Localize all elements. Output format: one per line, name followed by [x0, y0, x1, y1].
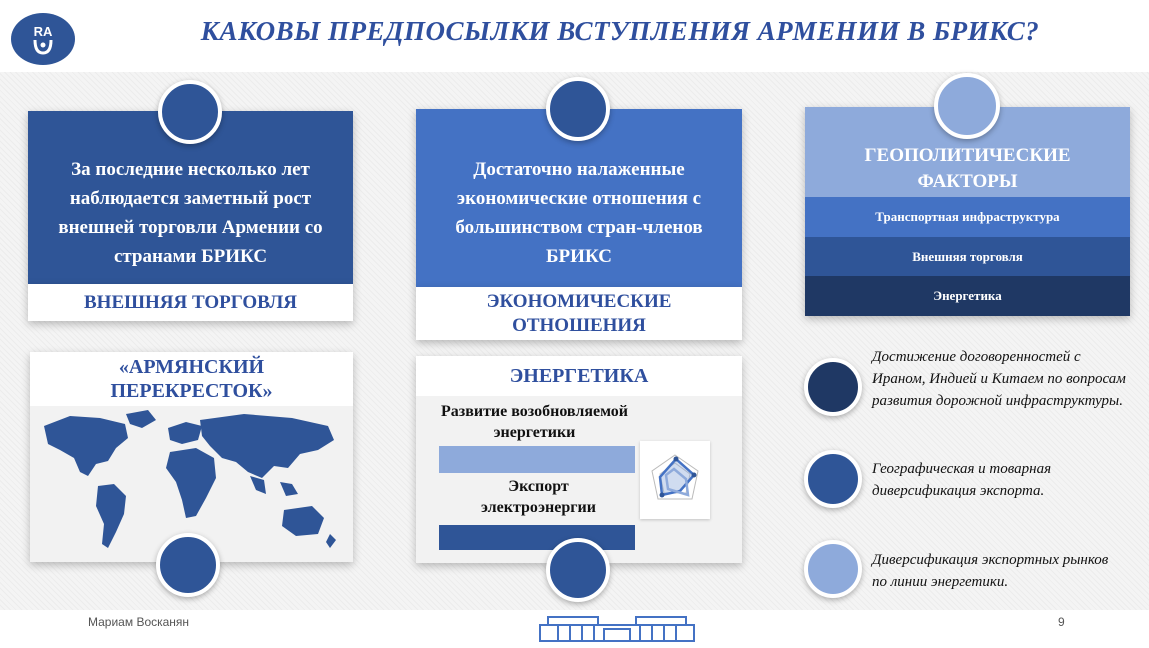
page-title: КАКОВЫ ПРЕДПОСЫЛКИ ВСТУПЛЕНИЯ АРМЕНИИ В БРИКС?	[200, 16, 1040, 46]
geo-row-trade	[805, 237, 1130, 276]
page-number: 9	[1058, 615, 1065, 629]
energy-heading: ЭНЕРГЕТИКА	[509, 364, 649, 387]
bullet-text-1: Достижение договоренностей с Ираном, Индией и Китаем по вопросам развития дорожной инфраструктуры.	[872, 349, 1126, 409]
svg-text:RA: RA	[33, 24, 53, 39]
circle-bottom-middle	[546, 538, 610, 602]
circle-top-middle	[546, 77, 610, 141]
trade-growth-text: За последние несколько лет наблюдается заметный рост внешней торговли Армении со странами БРИКС	[58, 158, 323, 267]
circle-top-right	[934, 73, 1000, 139]
bullet-circle-light	[804, 540, 862, 598]
geo-row-trade-text: Внешняя торговля	[912, 248, 1023, 264]
bullet-text-3: Диверсификация экспортных рынков по линии энергетики.	[872, 552, 1109, 590]
circle-bottom-left	[156, 533, 220, 597]
geo-row-transport-text: Транспортная инфраструктура	[875, 209, 1060, 224]
footer-author: Мариам Восканян	[88, 615, 190, 629]
building-icon	[538, 613, 696, 643]
geo-row-energy	[805, 276, 1130, 316]
radar-thumbnail	[640, 441, 710, 519]
geopolitical-heading: ГЕОПОЛИТИЧЕСКИЕ ФАКТОРЫ	[864, 145, 1071, 192]
electricity-export-bar	[439, 525, 635, 550]
renewable-energy-label: Развитие возобновляемой энергетики	[441, 403, 628, 441]
circle-top-left	[158, 80, 222, 144]
renewable-energy-bar	[439, 446, 635, 473]
electricity-export-label: Экспорт электроэнергии	[481, 478, 596, 516]
energy-heading-box	[416, 356, 742, 396]
energy-card	[416, 356, 742, 563]
geo-row-energy-text: Энергетика	[933, 288, 1002, 303]
foreign-trade-label	[28, 284, 353, 321]
crossroads-heading-box	[30, 352, 353, 406]
foreign-trade-label-text: ВНЕШНЯЯ ТОРГОВЛЯ	[84, 291, 297, 313]
university-logo	[11, 13, 75, 65]
economic-relations-label-text: ЭКОНОМИЧЕСКИЕ ОТНОШЕНИЯ	[486, 290, 672, 336]
economic-relations-label	[416, 287, 742, 340]
economic-relations-text: Достаточно налаженные экономические отношения с большинством стран-членов БРИКС	[455, 159, 703, 267]
bullet-text-2: Географическая и товарная диверсификация экспорта.	[872, 461, 1052, 499]
radar-chart-icon	[640, 441, 710, 519]
crossroads-card	[30, 352, 353, 562]
bullet-circle-blue	[804, 450, 862, 508]
bullet-circle-navy	[804, 358, 862, 416]
geo-row-transport	[805, 197, 1130, 237]
crossroads-heading: «АРМЯНСКИЙ ПЕРЕКРЕСТОК»	[110, 356, 273, 402]
